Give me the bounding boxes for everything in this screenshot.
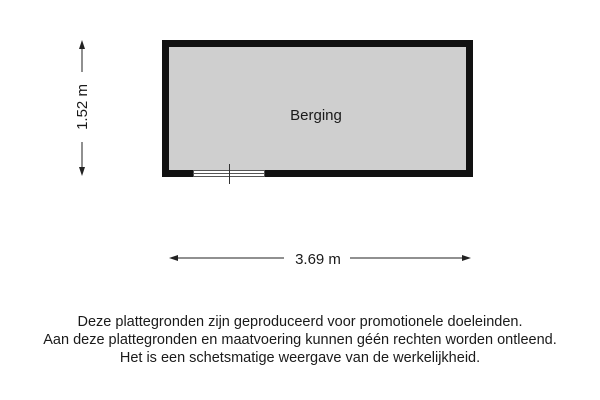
disclaimer [0, 313, 600, 367]
disclaimer-line-3: Het is een schetsmatige weergave van de werkelijkheid. [119, 350, 481, 366]
room-label: Berging [290, 107, 342, 124]
disclaimer-line-1: Deze plattegronden zijn geproduceerd voor promotionele doeleinden. [77, 314, 523, 330]
width-dimension [169, 251, 471, 268]
height-arrow-top [79, 40, 85, 49]
height-arrow-bottom [79, 167, 85, 176]
width-arrow-right [462, 255, 471, 261]
width-dimension-label: 3.69 m [295, 251, 341, 268]
height-dimension [74, 40, 91, 176]
height-dimension-label: 1.52 m [74, 84, 91, 130]
disclaimer-line-2: Aan deze plattegronden en maatvoering kunnen géén rechten worden ontleend. [43, 332, 557, 348]
width-arrow-left [169, 255, 178, 261]
